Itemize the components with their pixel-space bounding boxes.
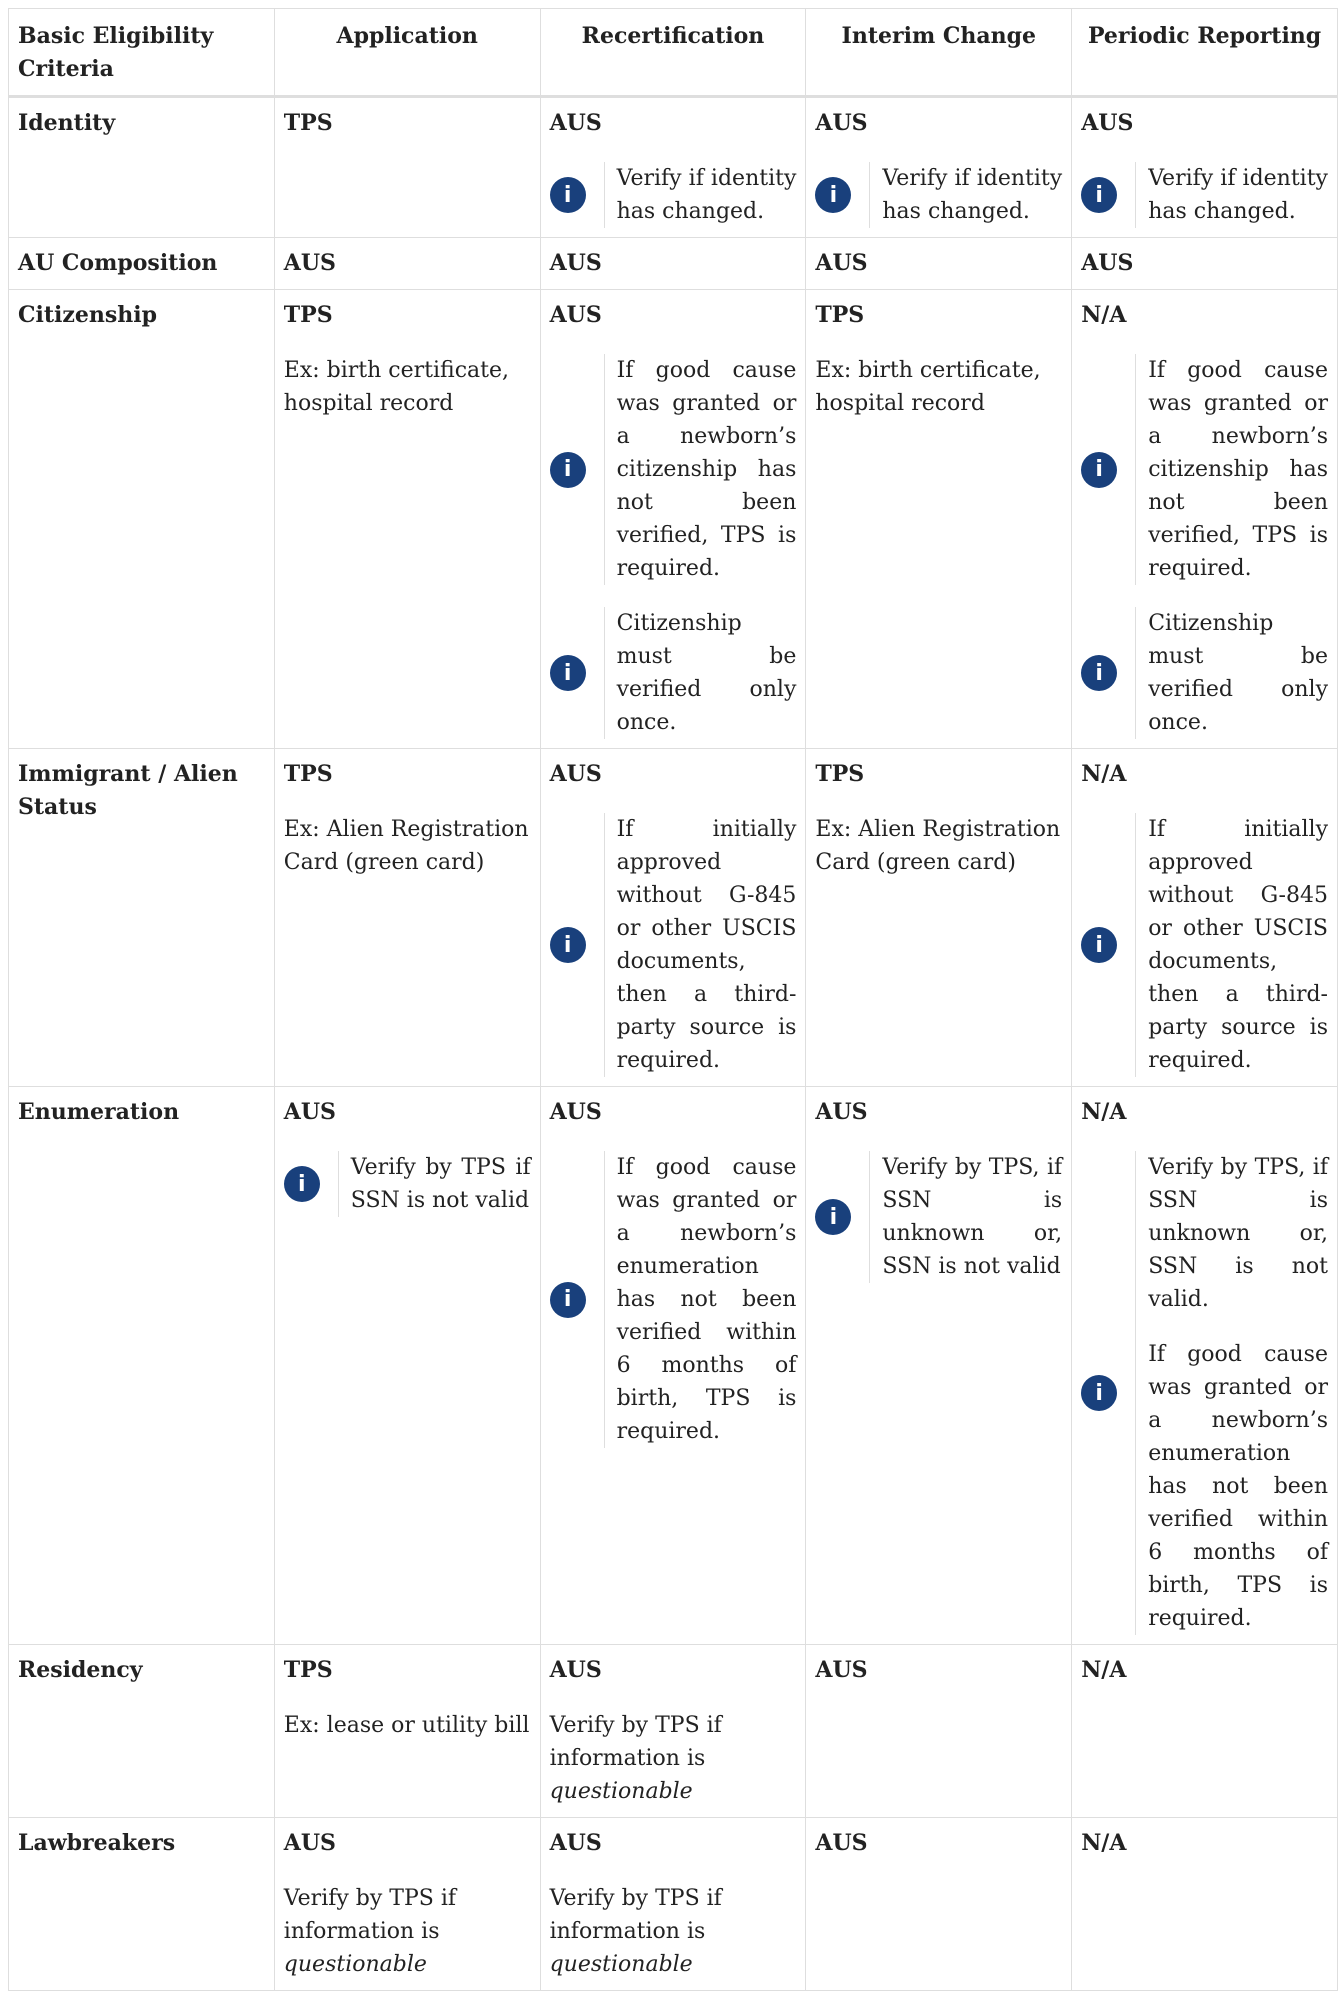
verification-status: AUS	[815, 1657, 868, 1683]
info-icon-wrap	[1081, 927, 1135, 963]
info-icon: i	[1081, 1375, 1117, 1411]
table-cell	[806, 1818, 1072, 1991]
table-cell	[806, 290, 1072, 749]
admonition-note	[550, 607, 797, 739]
info-icon: i	[284, 1166, 320, 1202]
table-cell	[806, 1087, 1072, 1645]
criterion-cell: Citizenship	[9, 290, 275, 749]
admonition-text	[869, 162, 1062, 228]
info-icon-wrap	[815, 177, 869, 213]
cell-note-text: Ex: Alien Registration Card (green card)	[283, 817, 529, 875]
table-row	[9, 1087, 1338, 1645]
table-cell	[806, 749, 1072, 1087]
verification-status: AUS	[815, 1830, 868, 1856]
table-cell	[1072, 1087, 1338, 1645]
verification-status: AUS	[815, 1099, 868, 1125]
table-row	[9, 1645, 1338, 1818]
info-icon: i	[550, 655, 586, 691]
table-cell	[274, 1645, 540, 1818]
info-icon-wrap	[1081, 655, 1135, 691]
cell-note	[284, 813, 531, 879]
cell-note	[550, 1882, 797, 1981]
info-icon-wrap	[284, 1166, 338, 1202]
info-icon-wrap	[1081, 1375, 1135, 1411]
verification-status: AUS	[549, 761, 602, 787]
admonition-paragraph: Verify if identity has changed.	[882, 166, 1063, 224]
info-icon-wrap	[550, 1282, 604, 1318]
verification-status: TPS	[815, 302, 865, 328]
eligibility-verification-table	[8, 8, 1338, 1991]
column-header: Basic Eligibility Criteria	[9, 9, 275, 97]
table-cell	[274, 1087, 540, 1645]
column-header: Application	[274, 9, 540, 97]
cell-note-text: Ex: Alien Registration Card (green card)	[815, 817, 1061, 875]
info-icon: i	[550, 452, 586, 488]
table-cell	[274, 290, 540, 749]
info-icon-wrap	[550, 927, 604, 963]
verification-status: TPS	[283, 1657, 333, 1683]
info-icon: i	[1081, 927, 1117, 963]
verification-status: AUS	[815, 250, 868, 276]
table-cell	[540, 238, 806, 290]
admonition-note	[550, 813, 797, 1077]
admonition-text	[604, 162, 797, 228]
verification-status: AUS	[283, 1099, 336, 1125]
column-header: Periodic Reporting	[1072, 9, 1338, 97]
admonition-note	[1081, 813, 1328, 1077]
info-icon: i	[550, 1282, 586, 1318]
table-cell	[540, 1818, 806, 1991]
table-cell	[540, 290, 806, 749]
table-cell	[274, 749, 540, 1087]
cell-note-emphasis: questionable	[283, 1952, 427, 1977]
admonition-text	[604, 607, 797, 739]
info-icon: i	[1081, 655, 1117, 691]
info-icon-wrap	[550, 452, 604, 488]
admonition-text	[869, 1151, 1062, 1283]
verification-status: AUS	[283, 250, 336, 276]
verification-status: TPS	[283, 761, 333, 787]
admonition-paragraph: If initially approved without G-845 or other USCIS documents, then a third-party source is required.	[616, 817, 797, 1073]
table-cell	[274, 97, 540, 238]
table-cell	[540, 1645, 806, 1818]
table-row	[9, 97, 1338, 238]
table-cell	[540, 1087, 806, 1645]
admonition-note	[1081, 1151, 1328, 1635]
admonition-paragraph: Verify if identity has changed.	[1148, 166, 1328, 224]
verification-status: AUS	[549, 250, 602, 276]
cell-note	[284, 1882, 531, 1981]
admonition-note	[550, 1151, 797, 1448]
verification-status: N/A	[1081, 1657, 1127, 1683]
verification-status: AUS	[283, 1830, 336, 1856]
admonition-text	[604, 354, 797, 585]
verification-status: AUS	[549, 1830, 602, 1856]
verification-status: AUS	[549, 110, 602, 136]
cell-note-emphasis: questionable	[549, 1952, 693, 1977]
admonition-text	[1135, 1151, 1328, 1635]
admonition-paragraph: Verify by TPS if SSN is not valid	[350, 1155, 531, 1213]
column-header: Interim Change	[806, 9, 1072, 97]
table-cell	[1072, 1645, 1338, 1818]
info-icon-wrap	[1081, 177, 1135, 213]
table-cell	[1072, 1818, 1338, 1991]
admonition-paragraph: If good cause was granted or a newborn’s citizenship has not been verified, TPS is required.	[1148, 358, 1328, 581]
verification-status: AUS	[815, 110, 868, 136]
criterion-cell: Immigrant / Alien Status	[9, 749, 275, 1087]
table-cell	[806, 1645, 1072, 1818]
info-icon: i	[1081, 452, 1117, 488]
admonition-note	[1081, 162, 1328, 228]
cell-note	[550, 1709, 797, 1808]
table-cell	[806, 238, 1072, 290]
admonition-paragraph: If good cause was granted or a newborn’s citizenship has not been verified, TPS is required.	[616, 358, 797, 581]
admonition-text	[338, 1151, 531, 1217]
header-row	[9, 9, 1338, 97]
admonition-paragraph: Verify if identity has changed.	[616, 166, 797, 224]
admonition-text	[1135, 607, 1328, 739]
admonition-paragraph: Citizenship must be verified only once.	[1148, 611, 1328, 735]
verification-status: N/A	[1081, 1099, 1127, 1125]
table-cell	[274, 238, 540, 290]
verification-status: AUS	[549, 1657, 602, 1683]
verification-status: TPS	[283, 110, 333, 136]
admonition-paragraph: Verify by TPS, if SSN is unknown or, SSN is not valid	[882, 1155, 1063, 1279]
verification-status: AUS	[1081, 110, 1134, 136]
cell-note	[815, 354, 1062, 420]
info-icon-wrap	[550, 177, 604, 213]
admonition-paragraph: Verify by TPS, if SSN is unknown or, SSN is not valid.	[1148, 1155, 1328, 1312]
cell-note-text: Ex: birth certificate, hospital record	[815, 358, 1041, 416]
verification-status: AUS	[1081, 250, 1134, 276]
admonition-note	[815, 162, 1062, 228]
cell-note	[815, 813, 1062, 879]
info-icon-wrap	[815, 1199, 869, 1235]
table-cell	[540, 749, 806, 1087]
cell-note-text: Ex: birth certificate, hospital record	[283, 358, 510, 416]
verification-status: TPS	[283, 302, 333, 328]
info-icon: i	[550, 927, 586, 963]
cell-note-emphasis: questionable	[549, 1779, 693, 1804]
admonition-note	[815, 1151, 1062, 1283]
verification-status: N/A	[1081, 761, 1127, 787]
verification-status: N/A	[1081, 302, 1127, 328]
verification-status: AUS	[549, 302, 602, 328]
table-header	[9, 9, 1338, 97]
table-row	[9, 749, 1338, 1087]
admonition-text	[1135, 162, 1328, 228]
admonition-text	[604, 1151, 797, 1448]
verification-status: N/A	[1081, 1830, 1127, 1856]
table-row	[9, 238, 1338, 290]
table-cell	[1072, 290, 1338, 749]
admonition-paragraph: If initially approved without G-845 or other USCIS documents, then a third-party source is required.	[1148, 817, 1328, 1073]
table-row	[9, 1818, 1338, 1991]
admonition-note	[550, 162, 797, 228]
cell-note-text: Ex: lease or utility bill	[283, 1713, 530, 1738]
info-icon: i	[815, 1199, 851, 1235]
criterion-cell: Identity	[9, 97, 275, 238]
admonition-text	[604, 813, 797, 1077]
table-cell	[1072, 97, 1338, 238]
criterion-cell: Lawbreakers	[9, 1818, 275, 1991]
admonition-paragraph: If good cause was granted or a newborn’s enumeration has not been verified within 6 months of birth, TPS is required.	[1148, 1342, 1328, 1631]
admonition-note	[1081, 354, 1328, 585]
criterion-cell: AU Composition	[9, 238, 275, 290]
table-cell	[806, 97, 1072, 238]
table-row	[9, 290, 1338, 749]
table-body	[9, 97, 1338, 1991]
table-cell	[274, 1818, 540, 1991]
table-cell	[1072, 238, 1338, 290]
table-cell	[1072, 749, 1338, 1087]
verification-status: AUS	[549, 1099, 602, 1125]
admonition-text	[1135, 813, 1328, 1077]
cell-note	[284, 354, 531, 420]
admonition-paragraph: Citizenship must be verified only once.	[616, 611, 797, 735]
admonition-text	[1135, 354, 1328, 585]
criterion-cell: Enumeration	[9, 1087, 275, 1645]
column-header: Recertification	[540, 9, 806, 97]
criterion-cell: Residency	[9, 1645, 275, 1818]
cell-note-text: Verify by TPS if information is	[549, 1713, 722, 1771]
admonition-note	[1081, 607, 1328, 739]
admonition-note	[284, 1151, 531, 1217]
cell-note-text: Verify by TPS if information is	[549, 1886, 722, 1944]
admonition-paragraph: If good cause was granted or a newborn’s enumeration has not been verified within 6 months of birth, TPS is required.	[616, 1155, 797, 1444]
info-icon: i	[1081, 177, 1117, 213]
verification-status: TPS	[815, 761, 865, 787]
table-cell	[540, 97, 806, 238]
info-icon-wrap	[550, 655, 604, 691]
info-icon: i	[815, 177, 851, 213]
cell-note	[284, 1709, 531, 1742]
admonition-note	[550, 354, 797, 585]
cell-note-text: Verify by TPS if information is	[283, 1886, 457, 1944]
info-icon: i	[550, 177, 586, 213]
info-icon-wrap	[1081, 452, 1135, 488]
